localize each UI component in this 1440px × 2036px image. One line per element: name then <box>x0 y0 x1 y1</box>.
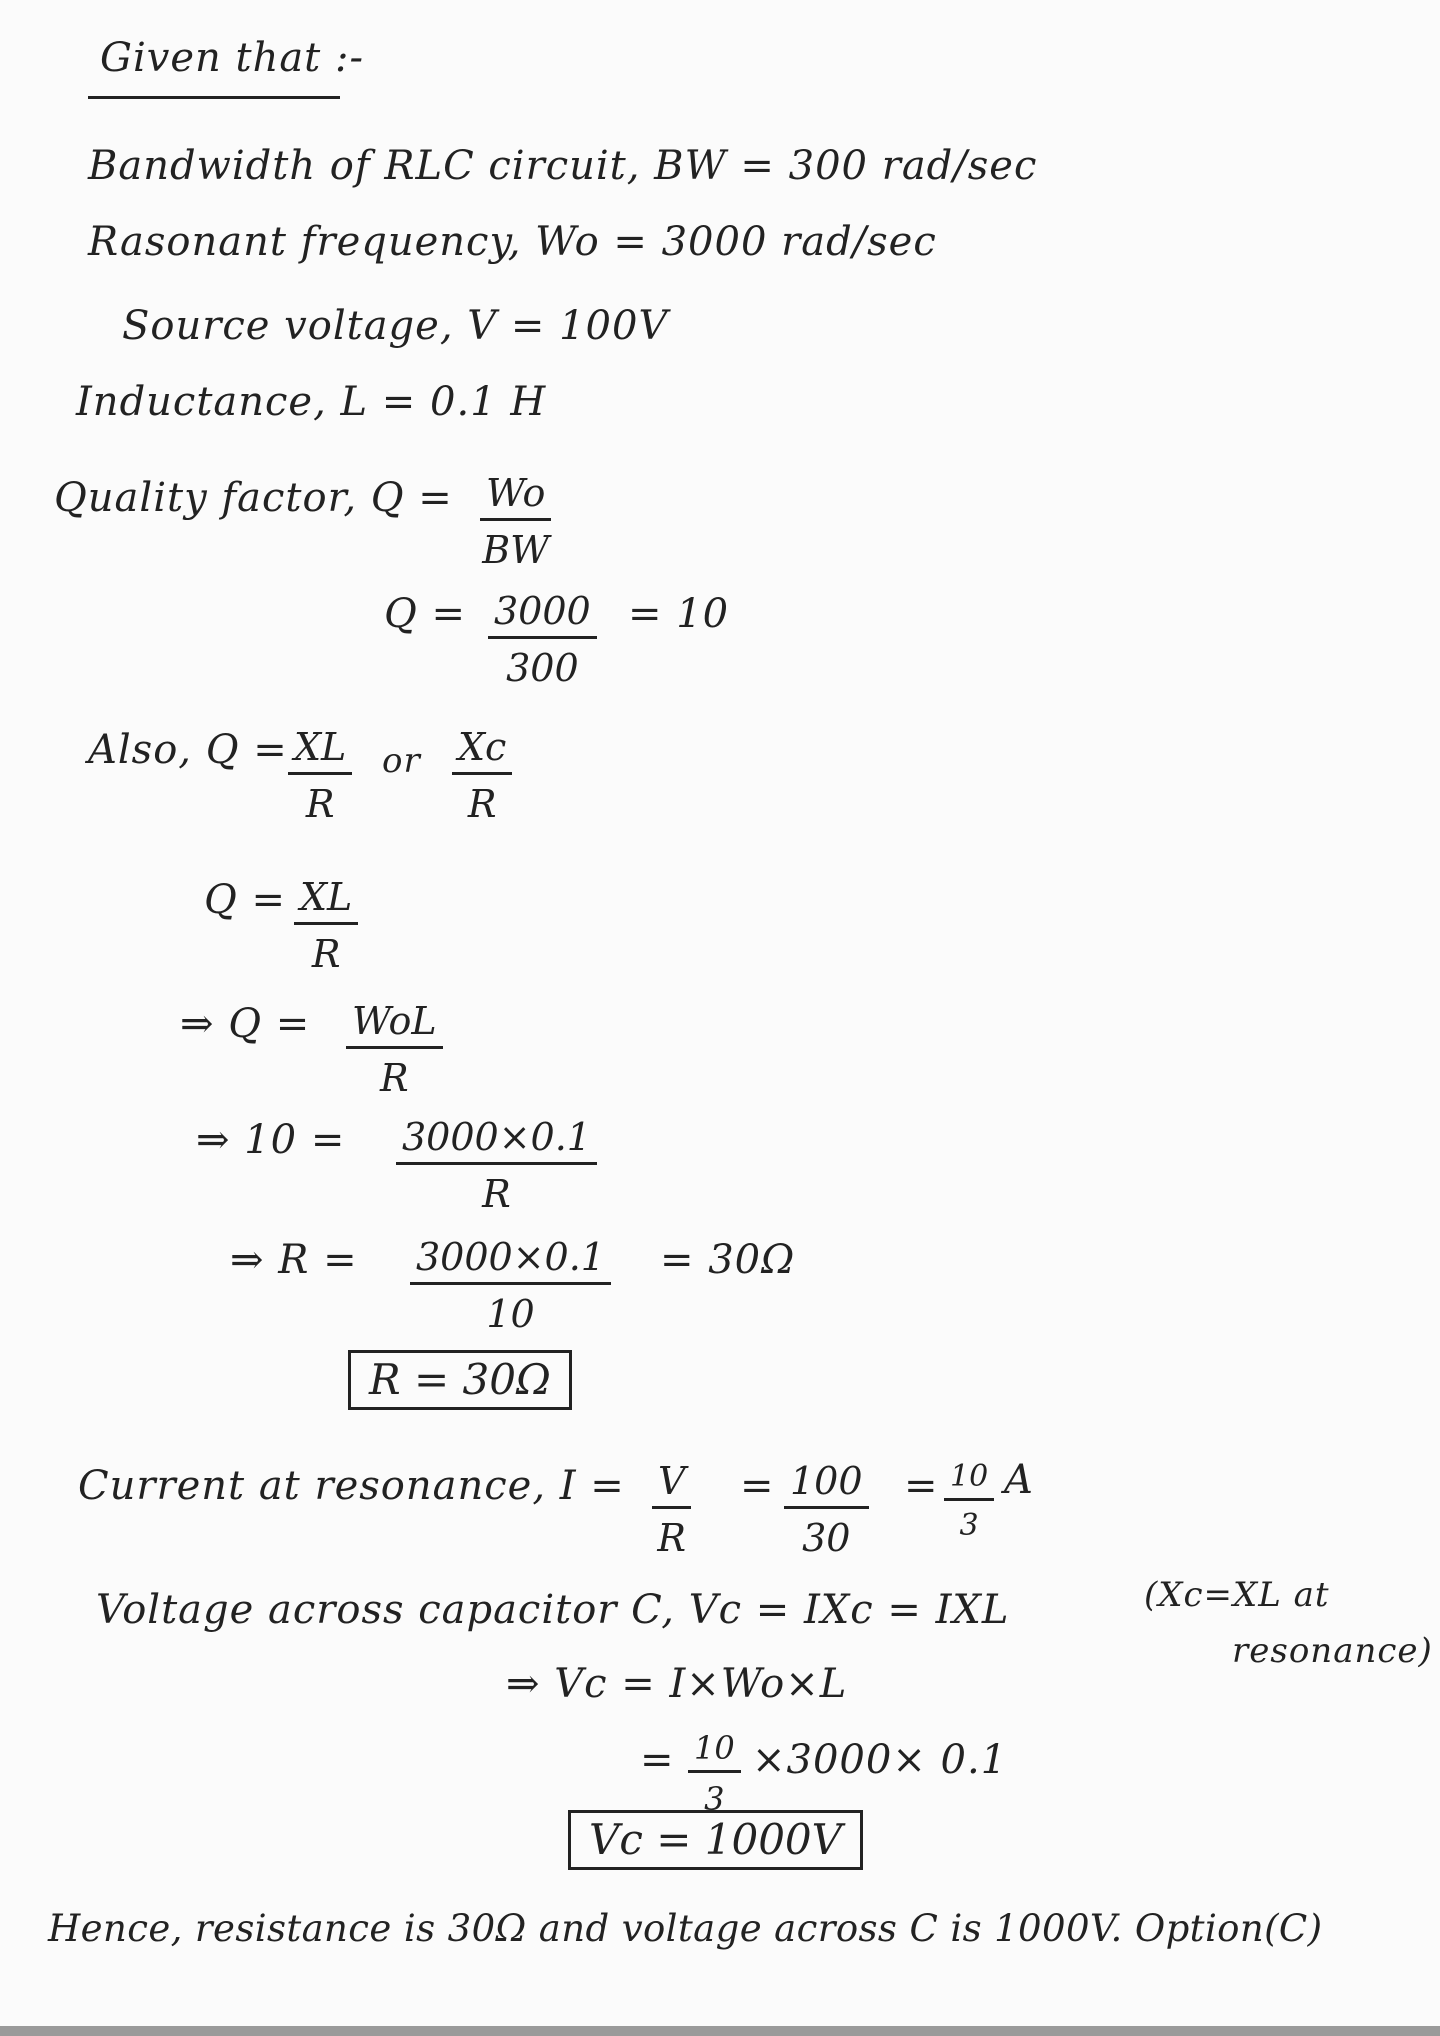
current-label: Current at resonance, I = <box>78 1463 625 1509</box>
fraction-denominator: 300 <box>506 646 579 690</box>
fraction-numerator: V <box>652 1462 691 1509</box>
fraction-numerator: 100 <box>784 1462 869 1509</box>
voltage-line1: Voltage across capacitor C, Vc = IXc = IXL <box>96 1587 1010 1633</box>
given-heading-underline <box>88 96 340 99</box>
bandwidth-line: Bandwidth of RLC circuit, BW = 300 rad/sec <box>88 143 1038 189</box>
voltage-line3-rest: ×3000× 0.1 <box>752 1737 1008 1783</box>
q-value-label: Q = <box>384 591 467 637</box>
step1-label: Q = <box>204 877 287 923</box>
fraction-numerator: 10 <box>944 1462 994 1501</box>
current-unit: A <box>1004 1457 1034 1503</box>
fraction-numerator: XL <box>294 878 358 925</box>
fraction-denominator: BW <box>482 528 550 572</box>
fraction-numerator: XL <box>288 728 352 775</box>
fraction-denominator: R <box>379 1056 409 1100</box>
also-label: Also, Q = <box>88 727 288 773</box>
current-100-over-30-fraction <box>784 1459 869 1560</box>
fraction-denominator: 30 <box>802 1516 851 1560</box>
fraction-denominator: 3 <box>704 1780 725 1818</box>
fraction-denominator: R <box>657 1516 687 1560</box>
quality-factor-label: Quality factor, Q = <box>54 475 453 521</box>
fraction-denominator: R <box>482 1172 511 1216</box>
fraction-numerator: WoL <box>346 1002 443 1049</box>
q-xc-over-r-fraction <box>452 725 512 826</box>
resistance-result-box: R = 30Ω <box>348 1350 572 1410</box>
capacitor-voltage-result-box: Vc = 1000V <box>568 1810 863 1870</box>
fraction-denominator: 3 <box>959 1508 979 1543</box>
voltage-line3-equals: = <box>640 1737 675 1783</box>
fraction-denominator: R <box>467 782 497 826</box>
fraction-denominator: R <box>305 782 335 826</box>
step4-fraction <box>410 1235 611 1336</box>
inductance-line: Inductance, L = 0.1 H <box>76 379 547 425</box>
source-voltage-line: Source voltage, V = 100V <box>122 303 669 349</box>
voltage-line2: ⇒ Vc = I×Wo×L <box>506 1661 848 1707</box>
resonant-frequency-line: Rasonant frequency, Wo = 3000 rad/sec <box>88 219 937 265</box>
q-value-result: = 10 <box>628 591 730 637</box>
given-heading: Given that :- <box>100 35 364 81</box>
step4-result: = 30Ω <box>660 1237 796 1283</box>
or-word: or <box>382 741 421 781</box>
fraction-numerator: Xc <box>452 728 512 775</box>
fraction-numerator: 3000 <box>488 592 597 639</box>
q-value-fraction <box>488 589 597 690</box>
step4-label: ⇒ R = <box>230 1237 358 1283</box>
current-10-over-3-fraction <box>944 1459 994 1543</box>
fraction-numerator: 3000×0.1 <box>396 1118 597 1165</box>
fraction-numerator: 3000×0.1 <box>410 1238 611 1285</box>
current-equals-2: = <box>904 1463 939 1509</box>
page-bottom-edge <box>0 2026 1440 2036</box>
step3-label: ⇒ 10 = <box>196 1117 346 1163</box>
conclusion-line: Hence, resistance is 30Ω and voltage across C is 1000V. Option(C) <box>48 1907 1323 1950</box>
step2-fraction <box>346 999 443 1100</box>
step2-label: ⇒ Q = <box>180 1001 311 1047</box>
fraction-numerator: 10 <box>688 1732 741 1773</box>
voltage-10-over-3-fraction <box>688 1729 741 1818</box>
current-v-over-r-fraction <box>652 1459 691 1560</box>
fraction-denominator: R <box>311 932 341 976</box>
step3-fraction <box>396 1115 597 1216</box>
resonance-note-line2: resonance) <box>1232 1631 1433 1671</box>
q-xl-over-r-fraction <box>288 725 352 826</box>
fraction-denominator: 10 <box>486 1292 535 1336</box>
resonance-note-line1: (Xc=XL at <box>1144 1575 1330 1615</box>
quality-factor-fraction <box>480 471 551 572</box>
current-equals-1: = <box>740 1463 775 1509</box>
step1-fraction <box>294 875 358 976</box>
fraction-numerator: Wo <box>480 474 551 521</box>
